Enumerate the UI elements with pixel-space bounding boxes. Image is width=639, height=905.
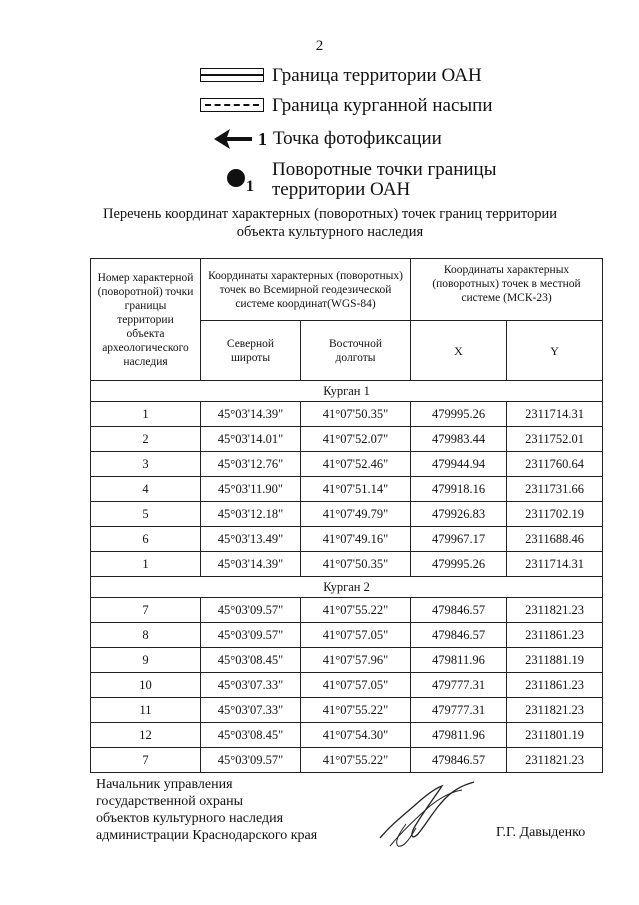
cell-x: 479846.57 — [411, 598, 507, 623]
cell-y: 2311821.23 — [507, 598, 603, 623]
cell-x: 479811.96 — [411, 723, 507, 748]
group-title: Курган 1 — [91, 381, 603, 402]
legend-item-photo-point — [200, 124, 442, 154]
legend-number: 1 — [246, 178, 254, 195]
cell-point-number: 2 — [91, 427, 201, 452]
legend-item-turning-points — [200, 160, 497, 200]
signatory-line: администрации Краснодарского края — [96, 828, 318, 843]
table-row — [91, 723, 603, 748]
cell-y: 2311801.19 — [507, 723, 603, 748]
cell-x: 479967.17 — [411, 527, 507, 552]
signatory-name: Г.Г. Давыденко — [496, 825, 586, 840]
double-line-border-icon — [200, 64, 266, 88]
table-row — [91, 402, 603, 427]
cell-point-number: 11 — [91, 698, 201, 723]
legend-label: Точка фотофиксации — [273, 128, 442, 149]
cell-east: 41°07'52.46" — [301, 452, 411, 477]
cell-x: 479811.96 — [411, 648, 507, 673]
cell-x: 479926.83 — [411, 502, 507, 527]
table-row — [91, 673, 603, 698]
cell-east: 41°07'57.05" — [301, 673, 411, 698]
header-x: X — [411, 321, 507, 381]
cell-point-number: 10 — [91, 673, 201, 698]
cell-point-number: 7 — [91, 598, 201, 623]
cell-point-number: 4 — [91, 477, 201, 502]
header-wgs84: Координаты характерных (поворотных) точек во Всемирной геодезической системе координат(WGS-84) — [201, 259, 411, 321]
table-row — [91, 427, 603, 452]
cell-north: 45°03'07.33" — [201, 673, 301, 698]
cell-north: 45°03'07.33" — [201, 698, 301, 723]
cell-north: 45°03'12.18" — [201, 502, 301, 527]
cell-point-number: 9 — [91, 648, 201, 673]
caption-line1: Перечень координат характерных (поворотных) точек границ территории — [102, 206, 558, 222]
header-msk23: Координаты характерных (поворотных) точек в местной системе (МСК-23) — [411, 259, 603, 321]
cell-point-number: 5 — [91, 502, 201, 527]
cell-x: 479983.44 — [411, 427, 507, 452]
legend-item-oan-border — [200, 61, 482, 91]
legend-label: Граница курганной насыпи — [272, 95, 493, 116]
cell-east: 41°07'49.16" — [301, 527, 411, 552]
legend-label-line1: Поворотные точки границы — [272, 159, 497, 180]
group-header-row — [91, 381, 603, 402]
cell-x: 479944.94 — [411, 452, 507, 477]
table-row — [91, 648, 603, 673]
signatory-line: государственной охраны — [96, 794, 244, 809]
signatory-line: Начальник управления — [96, 777, 233, 792]
cell-east: 41°07'50.35" — [301, 402, 411, 427]
legend-number: 1 — [258, 128, 267, 149]
dashed-line-border-icon — [200, 94, 266, 118]
cell-x: 479846.57 — [411, 748, 507, 773]
cell-y: 2311714.31 — [507, 552, 603, 577]
arrow-left-icon — [200, 127, 266, 151]
cell-north: 45°03'14.39" — [201, 402, 301, 427]
cell-north: 45°03'09.57" — [201, 748, 301, 773]
cell-x: 479777.31 — [411, 673, 507, 698]
table-row — [91, 748, 603, 773]
cell-east: 41°07'54.30" — [301, 723, 411, 748]
cell-y: 2311861.23 — [507, 623, 603, 648]
legend-item-mound-border — [200, 91, 493, 121]
cell-y: 2311821.23 — [507, 748, 603, 773]
cell-y: 2311714.31 — [507, 402, 603, 427]
cell-x: 479846.57 — [411, 623, 507, 648]
cell-north: 45°03'08.45" — [201, 723, 301, 748]
cell-point-number: 6 — [91, 527, 201, 552]
table-caption — [60, 205, 600, 241]
group-header-row — [91, 577, 603, 598]
table-row — [91, 452, 603, 477]
cell-east: 41°07'50.35" — [301, 552, 411, 577]
cell-x: 479918.16 — [411, 477, 507, 502]
cell-point-number: 3 — [91, 452, 201, 477]
table-row — [91, 477, 603, 502]
cell-north: 45°03'13.49" — [201, 527, 301, 552]
coordinates-table — [90, 258, 603, 773]
table-row — [91, 698, 603, 723]
header-point-number: Номер характерной (поворотной) точки границы территории объекта археологического наследия — [91, 259, 201, 381]
cell-point-number: 12 — [91, 723, 201, 748]
cell-east: 41°07'55.22" — [301, 598, 411, 623]
cell-x: 479995.26 — [411, 402, 507, 427]
page-number: 2 — [315, 38, 324, 54]
header-y: Y — [507, 321, 603, 381]
legend-label-line2: территории ОАН — [272, 179, 411, 200]
table-row — [91, 552, 603, 577]
cell-north: 45°03'12.76" — [201, 452, 301, 477]
cell-x: 479777.31 — [411, 698, 507, 723]
cell-y: 2311881.19 — [507, 648, 603, 673]
table-row — [91, 527, 603, 552]
cell-point-number: 1 — [91, 402, 201, 427]
cell-north: 45°03'14.01" — [201, 427, 301, 452]
cell-north: 45°03'11.90" — [201, 477, 301, 502]
header-east: Восточной долготы — [301, 321, 411, 381]
legend-label: Граница территории ОАН — [272, 65, 482, 86]
cell-point-number: 7 — [91, 748, 201, 773]
filled-circle-icon — [200, 160, 266, 200]
cell-north: 45°03'09.57" — [201, 598, 301, 623]
cell-y: 2311821.23 — [507, 698, 603, 723]
cell-east: 41°07'51.14" — [301, 477, 411, 502]
cell-north: 45°03'14.39" — [201, 552, 301, 577]
table-row — [91, 502, 603, 527]
signatory-title — [96, 776, 317, 844]
cell-east: 41°07'55.22" — [301, 698, 411, 723]
cell-y: 2311731.66 — [507, 477, 603, 502]
cell-y: 2311760.64 — [507, 452, 603, 477]
cell-east: 41°07'55.22" — [301, 748, 411, 773]
group-title: Курган 2 — [91, 577, 603, 598]
table-row — [91, 623, 603, 648]
cell-y: 2311752.01 — [507, 427, 603, 452]
cell-point-number: 8 — [91, 623, 201, 648]
cell-y: 2311702.19 — [507, 502, 603, 527]
table-row — [91, 598, 603, 623]
cell-x: 479995.26 — [411, 552, 507, 577]
cell-y: 2311861.23 — [507, 673, 603, 698]
header-north: Северной широты — [201, 321, 301, 381]
cell-east: 41°07'52.07" — [301, 427, 411, 452]
handwritten-signature — [370, 776, 480, 856]
cell-point-number: 1 — [91, 552, 201, 577]
cell-east: 41°07'57.96" — [301, 648, 411, 673]
cell-north: 45°03'08.45" — [201, 648, 301, 673]
cell-east: 41°07'57.05" — [301, 623, 411, 648]
cell-east: 41°07'49.79" — [301, 502, 411, 527]
signatory-line: объектов культурного наследия — [96, 811, 284, 826]
cell-north: 45°03'09.57" — [201, 623, 301, 648]
caption-line2: объекта культурного наследия — [236, 224, 424, 240]
cell-y: 2311688.46 — [507, 527, 603, 552]
